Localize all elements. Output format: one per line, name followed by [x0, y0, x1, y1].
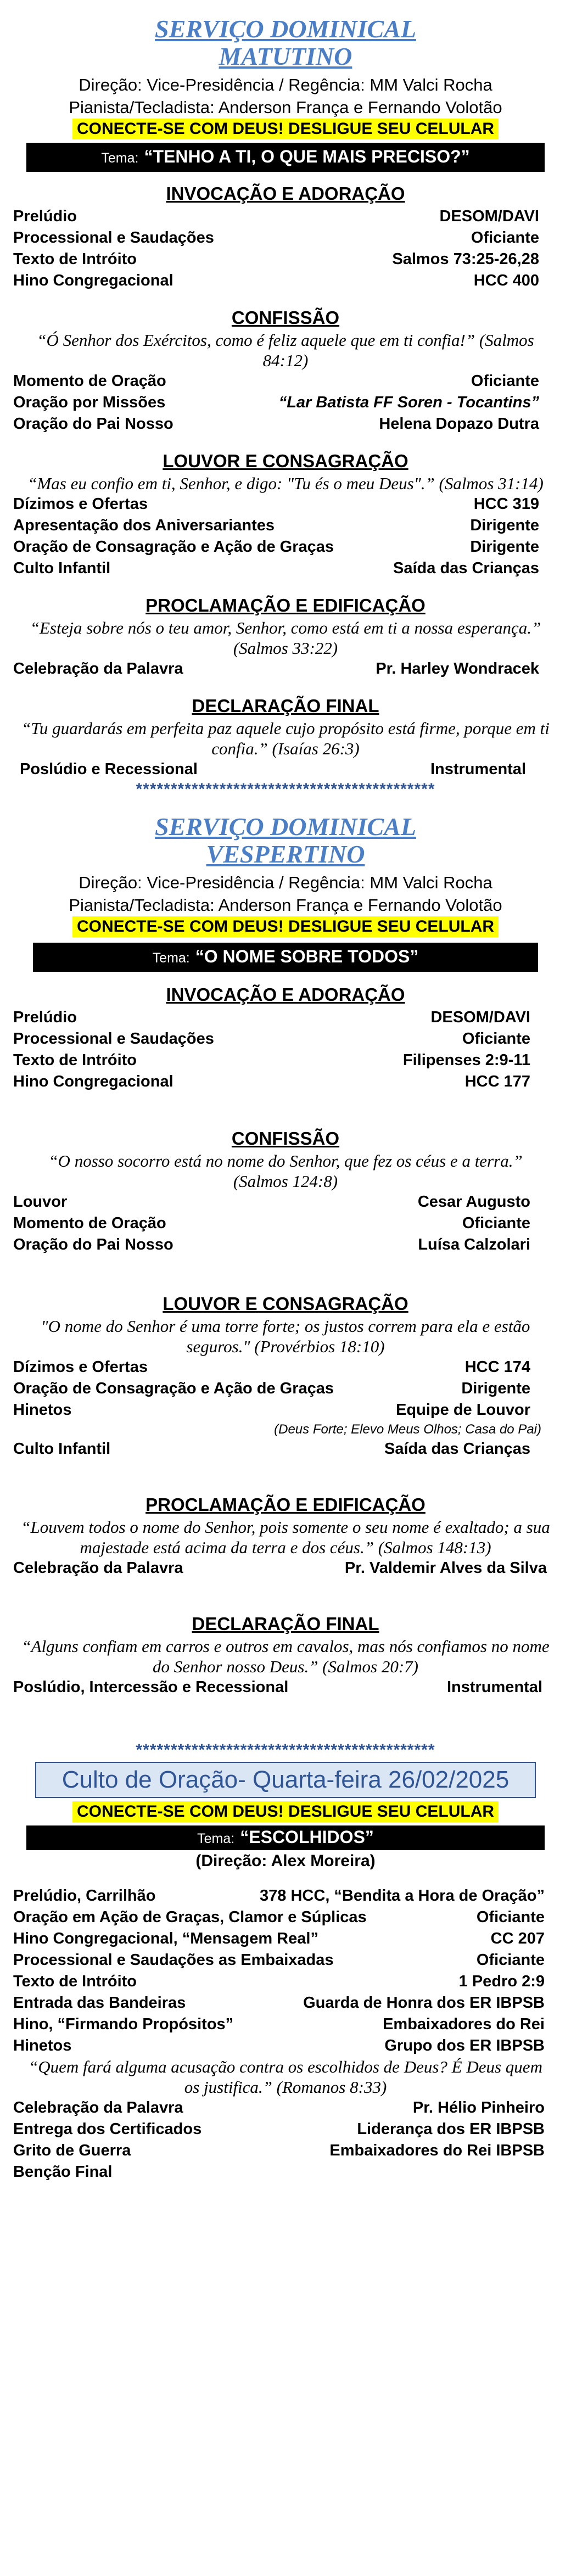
row-leader: Saída das Crianças	[393, 559, 539, 577]
row-item: Entrega dos Certificados	[13, 2120, 202, 2138]
row-leader: HCC 177	[464, 1073, 530, 1090]
row-item: Oração de Consagração e Ação de Graças	[13, 1380, 334, 1397]
row-item: Texto de Intróito	[13, 250, 137, 268]
program-row	[13, 1357, 558, 1378]
evening-final-section	[13, 1612, 558, 1698]
program-row	[13, 536, 558, 558]
section-heading: DECLARAÇÃO FINAL	[192, 696, 379, 716]
separator-stars: *******************************************	[136, 781, 435, 798]
prayer-connect-banner	[13, 1801, 558, 1822]
row-leader: Oficiante	[471, 229, 539, 247]
morning-connect-text: CONECTE-SE COM DEUS! DESLIGUE SEU CELULAR	[72, 119, 499, 139]
program-row	[13, 1378, 558, 1399]
row-item: Prelúdio, Carrilhão	[13, 1887, 156, 1905]
prayer-theme-bar	[26, 1825, 545, 1850]
section-verse: “Tu guardarás em perfeita paz aquele cujo propósito está firme, porque em ti confia.” (Isaías 26:3)	[21, 719, 550, 758]
program-row	[13, 2035, 558, 2057]
row-item: Entrada das Bandeiras	[13, 1994, 186, 2012]
hymn-list-note: (Deus Forte; Elevo Meus Olhos; Casa do Pai)	[274, 1422, 541, 1437]
row-item: Apresentação dos Aniversariantes	[13, 517, 275, 534]
row-item: Oração do Pai Nosso	[13, 415, 173, 433]
program-row	[13, 1213, 558, 1234]
row-item: Poslúdio e Recessional	[20, 760, 198, 778]
row-item: Hino Congregacional	[13, 272, 173, 289]
morning-confession-section	[13, 306, 558, 435]
row-item: Louvor	[13, 1193, 68, 1211]
row-item: Grito de Guerra	[13, 2142, 131, 2159]
row-leader: Pr. Hélio Pinheiro	[412, 2099, 545, 2116]
row-item: Hinetos	[13, 2037, 72, 2054]
row-leader: Instrumental	[430, 760, 526, 778]
row-item: Hinetos	[13, 1401, 72, 1419]
row-leader: Dirigente	[461, 1380, 530, 1397]
morning-proclamation-section	[13, 593, 558, 680]
section-heading: LOUVOR E CONSAGRAÇÃO	[163, 451, 408, 471]
row-leader: Oficiante	[462, 1214, 530, 1232]
program-row	[13, 1950, 558, 1971]
section-verse: “Ó Senhor dos Exércitos, como é feliz aquele que em ti confia!” (Salmos 84:12)	[37, 331, 534, 370]
morning-praise-section	[13, 449, 558, 579]
row-leader: Liderança dos ER IBPSB	[357, 2120, 545, 2138]
evening-theme-bar	[33, 943, 538, 972]
evening-praise-section	[13, 1292, 558, 1460]
section-heading: CONFISSÃO	[231, 307, 340, 328]
evening-theme-label: Tema:	[152, 950, 190, 966]
row-item: Celebração da Palavra	[13, 660, 183, 677]
row-leader: 378 HCC, “Bendita a Hora de Oração”	[260, 1887, 545, 1905]
row-leader: HCC 174	[464, 1358, 530, 1376]
row-leader: Dirigente	[470, 517, 539, 534]
prayer-program	[13, 1885, 558, 2183]
program-row	[13, 371, 558, 392]
row-item: Culto Infantil	[13, 559, 111, 577]
row-leader: Salmos 73:25-26,28	[392, 250, 539, 268]
row-leader: Guarda de Honra dos ER IBPSB	[303, 1994, 545, 2012]
morning-connect-banner	[13, 119, 558, 139]
row-item: Benção Final	[13, 2163, 113, 2181]
row-item: Oração em Ação de Graças, Clamor e Súplicas	[13, 1908, 367, 1926]
evening-service	[13, 813, 558, 1698]
program-row	[13, 1234, 558, 1256]
row-leader: HCC 319	[473, 495, 539, 513]
row-leader: CC 207	[490, 1930, 545, 1947]
evening-direction: Direção: Vice-Presidência / Regência: MM Valci Rocha	[79, 873, 492, 892]
row-leader: Instrumental	[446, 1678, 542, 1696]
prayer-connect-text: CONECTE-SE COM DEUS! DESLIGUE SEU CELULAR	[72, 1801, 499, 1822]
prayer-direction: (Direção: Alex Moreira)	[195, 1852, 376, 1870]
row-item: Processional e Saudações as Embaixadas	[13, 1951, 334, 1969]
row-leader: Pr. Harley Wondracek	[376, 660, 539, 677]
program-row	[13, 227, 558, 249]
program-row	[13, 494, 558, 515]
morning-title-line1: SERVIÇO DOMINICAL	[155, 15, 416, 43]
section-verse: “O nosso socorro está no nome do Senhor, que fez os céus e a terra.” (Salmos 124:8)	[48, 1151, 523, 1191]
section-heading: LOUVOR E CONSAGRAÇÃO	[163, 1293, 408, 1314]
row-item: Oração por Missões	[13, 394, 166, 411]
morning-theme-bar	[26, 143, 545, 172]
program-row	[13, 1885, 558, 1907]
row-item: Hino, “Firmando Propósitos”	[13, 2015, 234, 2033]
morning-direction: Direção: Vice-Presidência / Regência: MM Valci Rocha	[79, 75, 492, 94]
section-verse: "O nome do Senhor é uma torre forte; os justos correm para ela e estão seguros." (Provérbios 18:10)	[41, 1317, 530, 1356]
program-row	[13, 2161, 558, 2183]
morning-invocation-section	[13, 182, 558, 292]
row-leader: Grupo dos ER IBPSB	[384, 2037, 545, 2054]
evening-title-line2: VESPERTINO	[206, 840, 365, 868]
program-row	[13, 515, 558, 536]
section-verse: “Alguns confiam em carros e outros em cavalos, mas nós confiamos no nome do Senhor nosso Deus.” (Salmos 20:7)	[21, 1637, 550, 1676]
row-leader: Filipenses 2:9-11	[402, 1051, 530, 1069]
program-row	[13, 2097, 558, 2119]
morning-final-section	[13, 694, 558, 780]
row-leader: Embaixadores do Rei IBPSB	[329, 2142, 545, 2159]
row-leader: Oficiante	[476, 1951, 545, 1969]
program-row	[13, 1028, 558, 1050]
program-row	[13, 2140, 558, 2161]
program-row	[13, 1907, 558, 1928]
row-item: Poslúdio, Intercessão e Recessional	[13, 1678, 289, 1696]
morning-theme-label: Tema:	[101, 150, 139, 166]
row-item: Celebração da Palavra	[13, 2099, 183, 2116]
section-verse: “Mas eu confio em ti, Senhor, e digo: "Tu és o meu Deus".” (Salmos 31:14)	[27, 474, 544, 493]
row-leader: Luísa Calzolari	[418, 1236, 530, 1253]
program-row	[13, 1558, 558, 1579]
section-heading: PROCLAMAÇÃO E EDIFICAÇÃO	[145, 595, 426, 615]
row-item: Processional e Saudações	[13, 1030, 214, 1048]
section-verse: “Esteja sobre nós o teu amor, Senhor, como está em ti a nossa esperança.” (Salmos 33:22)	[30, 618, 541, 658]
row-item: Dízimos e Ofertas	[13, 495, 148, 513]
program-row	[13, 1677, 558, 1698]
row-item: Momento de Oração	[13, 1214, 166, 1232]
section-heading: CONFISSÃO	[231, 1128, 340, 1149]
section-heading: DECLARAÇÃO FINAL	[192, 1614, 379, 1634]
program-row	[13, 2014, 558, 2035]
row-item: Dízimos e Ofertas	[13, 1358, 148, 1376]
row-leader: Cesar Augusto	[417, 1193, 530, 1211]
section-heading: INVOCAÇÃO E ADORAÇÃO	[166, 984, 405, 1005]
row-leader: Oficiante	[476, 1908, 545, 1926]
program-row	[13, 2119, 558, 2140]
row-leader: Dirigente	[470, 538, 539, 556]
program-row	[13, 1992, 558, 2014]
row-item: Celebração da Palavra	[13, 1559, 183, 1577]
evening-pianists: Pianista/Tecladista: Anderson França e Fernando Volotão	[69, 895, 502, 915]
row-item: Oração de Consagração e Ação de Graças	[13, 538, 334, 556]
program-row	[13, 1071, 558, 1093]
morning-title-line2: MATUTINO	[219, 42, 352, 70]
program-row	[13, 658, 558, 680]
row-leader: Pr. Valdemir Alves da Silva	[344, 1559, 547, 1577]
program-row	[13, 1007, 558, 1028]
section-verse: “Louvem todos o nome do Senhor, pois somente o seu nome é exaltado; a sua majestade está acima da terra e dos céus.” (Salmos 148:13)	[21, 1517, 550, 1557]
program-row	[13, 270, 558, 292]
morning-theme: “TENHO A TI, O QUE MAIS PRECISO?”	[144, 147, 470, 166]
program-row	[13, 206, 558, 227]
program-row	[13, 1438, 558, 1460]
prayer-service	[13, 1762, 558, 2183]
row-item: Momento de Oração	[13, 372, 166, 390]
separator-stars: *******************************************	[136, 1742, 435, 1759]
row-leader: 1 Pedro 2:9	[458, 1973, 545, 1990]
row-leader: Saída das Crianças	[384, 1440, 530, 1458]
row-item: Prelúdio	[13, 1009, 77, 1026]
row-item: Culto Infantil	[13, 1440, 111, 1458]
program-row	[13, 249, 558, 270]
evening-invocation-section	[13, 983, 558, 1093]
program-row	[13, 1928, 558, 1950]
row-item: Processional e Saudações	[13, 229, 214, 247]
row-item: Hino Congregacional	[13, 1073, 173, 1090]
program-row	[13, 1399, 558, 1421]
row-item: Texto de Intróito	[13, 1051, 137, 1069]
evening-connect-text: CONECTE-SE COM DEUS! DESLIGUE SEU CELULAR	[72, 916, 499, 937]
prayer-verse: “Quem fará alguma acusação contra os escolhidos de Deus? É Deus quem os justifica.” (Romanos 8:33)	[29, 2057, 542, 2097]
program-row	[13, 759, 558, 780]
evening-proclamation-section	[13, 1493, 558, 1579]
row-leader: Oficiante	[462, 1030, 530, 1048]
program-row	[13, 1191, 558, 1213]
row-leader: HCC 400	[473, 272, 539, 289]
evening-connect-banner	[13, 916, 558, 937]
row-leader: “Lar Batista FF Soren - Tocantins”	[278, 394, 539, 411]
row-leader: DESOM/DAVI	[430, 1009, 530, 1026]
evening-theme: “O NOME SOBRE TODOS”	[195, 947, 419, 966]
prayer-title: Culto de Oração- Quarta-feira 26/02/2025	[35, 1762, 536, 1798]
evening-confession-section	[13, 1127, 558, 1256]
prayer-theme-label: Tema:	[197, 1831, 235, 1846]
section-heading: INVOCAÇÃO E ADORAÇÃO	[166, 183, 405, 204]
program-row	[13, 1971, 558, 1992]
program-row	[13, 558, 558, 579]
program-row	[13, 392, 558, 413]
morning-service	[13, 15, 558, 780]
row-item: Hino Congregacional, “Mensagem Real”	[13, 1930, 318, 1947]
prayer-theme: “ESCOLHIDOS”	[240, 1827, 374, 1847]
row-item: Oração do Pai Nosso	[13, 1236, 173, 1253]
row-leader: Equipe de Louvor	[396, 1401, 530, 1419]
row-item: Texto de Intróito	[13, 1973, 137, 1990]
row-leader: Embaixadores do Rei	[383, 2015, 545, 2033]
row-item: Prelúdio	[13, 208, 77, 225]
section-heading: PROCLAMAÇÃO E EDIFICAÇÃO	[145, 1494, 426, 1515]
evening-title-line1: SERVIÇO DOMINICAL	[155, 813, 416, 841]
morning-pianists: Pianista/Tecladista: Anderson França e Fernando Volotão	[69, 98, 502, 117]
row-leader: Helena Dopazo Dutra	[379, 415, 539, 433]
row-leader: DESOM/DAVI	[439, 208, 539, 225]
row-leader: Oficiante	[471, 372, 539, 390]
program-row	[13, 1050, 558, 1071]
program-row	[13, 413, 558, 435]
